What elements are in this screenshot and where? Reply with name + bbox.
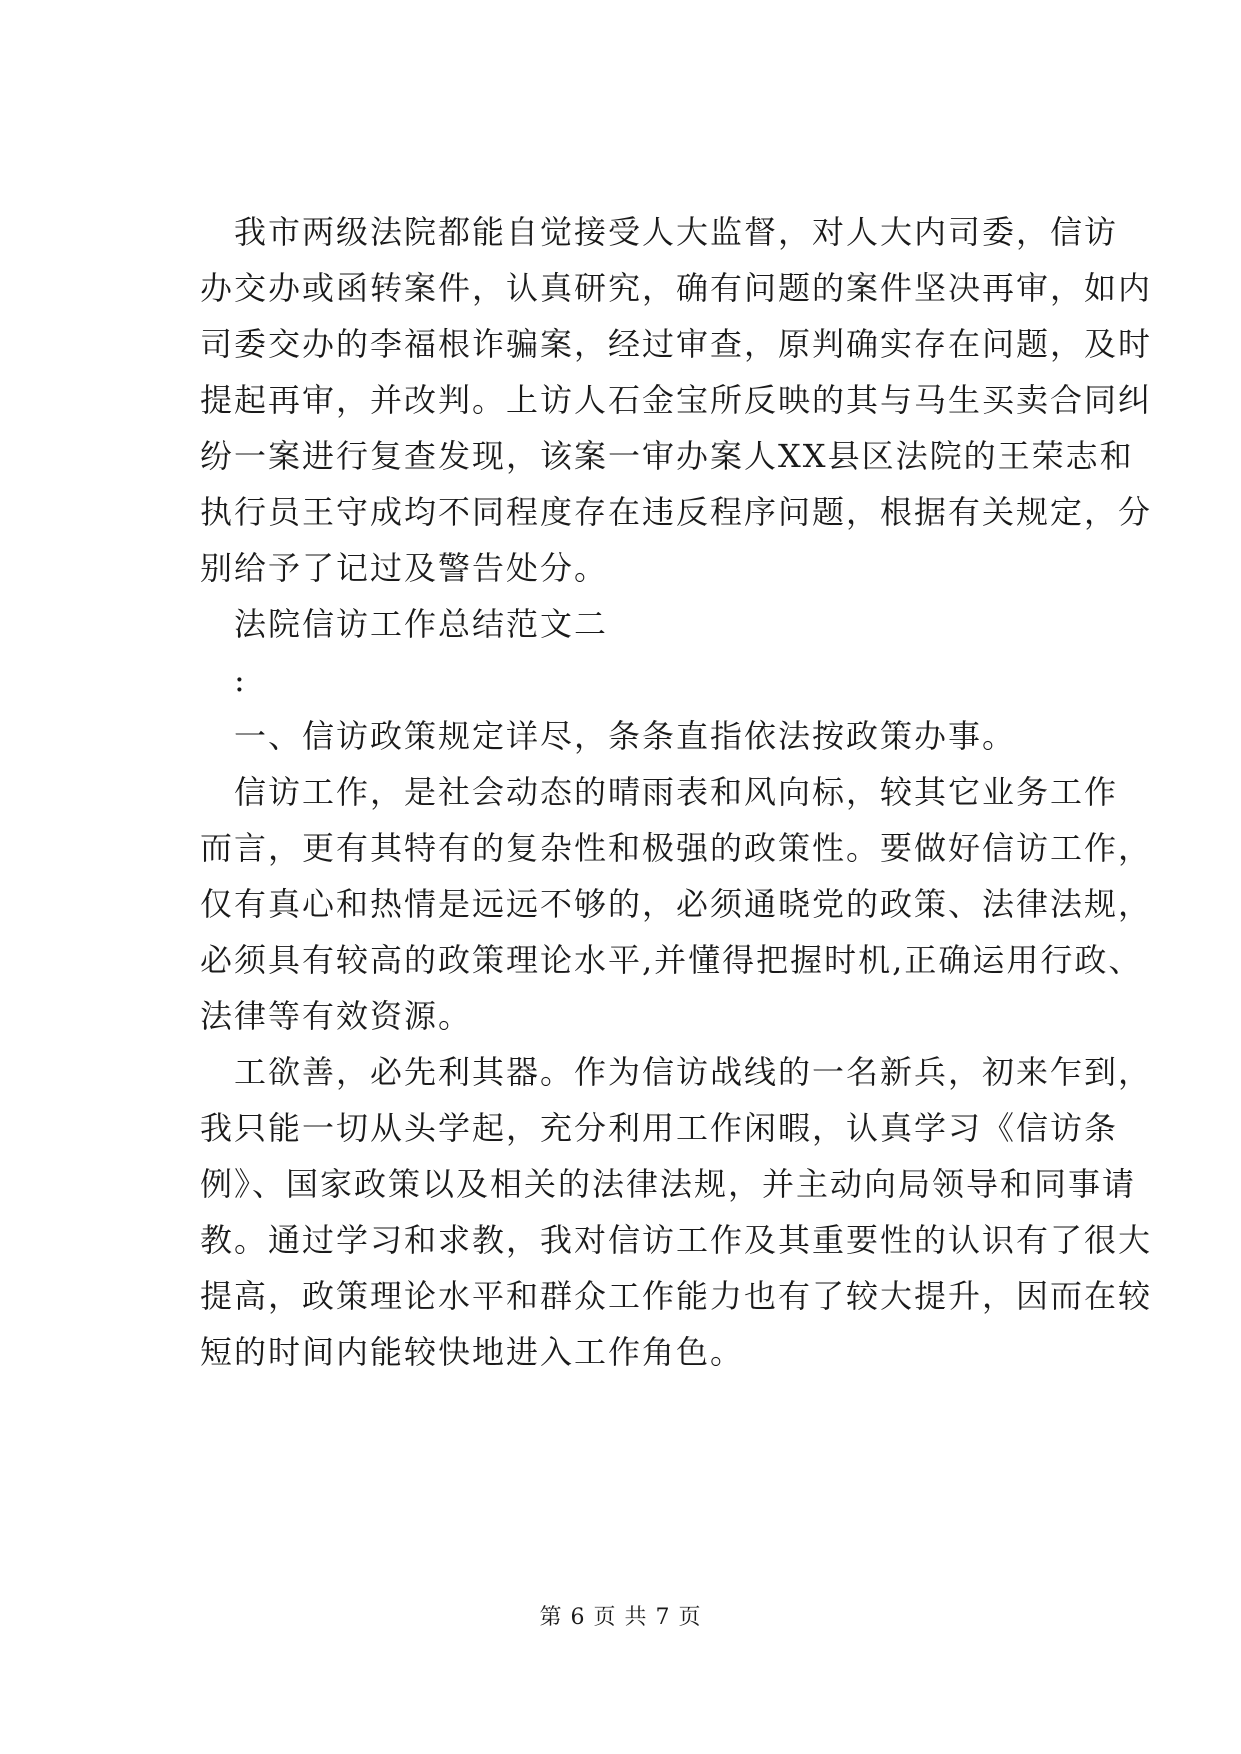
- paragraph-line: 必须具有较高的政策理论水平,并懂得把握时机,正确运用行政、: [200, 941, 1143, 979]
- paragraph-line: 执行员王守成均不同程度存在违反程序问题，根据有关规定，分: [200, 493, 1153, 531]
- paragraph-line: 我只能一切从头学起，充分利用工作闲暇，认真学习《信访条: [200, 1109, 1119, 1147]
- paragraph-line: 提高，政策理论水平和群众工作能力也有了较大提升，因而在较: [200, 1277, 1153, 1315]
- paragraph-line: 办交办或函转案件，认真研究，确有问题的案件坚决再审，如内: [200, 269, 1153, 307]
- paragraph-line: 例》、国家政策以及相关的法律法规，并主动向局领导和同事请: [200, 1165, 1137, 1203]
- paragraph-line: 短的时间内能较快地进入工作角色。: [200, 1333, 745, 1371]
- section-title: 一、信访政策规定详尽，条条直指依法按政策办事。: [234, 717, 1017, 755]
- paragraph-line: 司委交办的李福根诈骗案，经过审查，原判确实存在问题，及时: [200, 325, 1153, 363]
- paragraph-line: 信访工作，是社会动态的晴雨表和风向标，较其它业务工作: [234, 773, 1119, 811]
- paragraph-line: 工欲善，必先利其器。作为信访战线的一名新兵，初来乍到，: [234, 1053, 1153, 1091]
- paragraph-line: 仅有真心和热情是远远不够的，必须通晓党的政策、法律法规，: [200, 885, 1153, 923]
- paragraph-line: 别给予了记过及警告处分。: [200, 549, 609, 587]
- page-number: 第 6 页 共 7 页: [539, 1605, 702, 1630]
- paragraph-line: 纷一案进行复查发现，该案一审办案人XX县区法院的王荣志和: [200, 437, 1134, 475]
- section-heading: 法院信访工作总结范文二: [234, 605, 609, 643]
- paragraph-line: 我市两级法院都能自觉接受人大监督，对人大内司委，信访: [234, 213, 1119, 251]
- paragraph-line: 教。通过学习和求教，我对信访工作及其重要性的认识有了很大: [200, 1221, 1153, 1259]
- paragraph-line: 而言，更有其特有的复杂性和极强的政策性。要做好信访工作，: [200, 829, 1153, 867]
- heading-colon: :: [234, 661, 247, 699]
- paragraph-line: 提起再审，并改判。上访人石金宝所反映的其与马生买卖合同纠: [200, 381, 1153, 419]
- paragraph-line: 法律等有效资源。: [200, 997, 473, 1035]
